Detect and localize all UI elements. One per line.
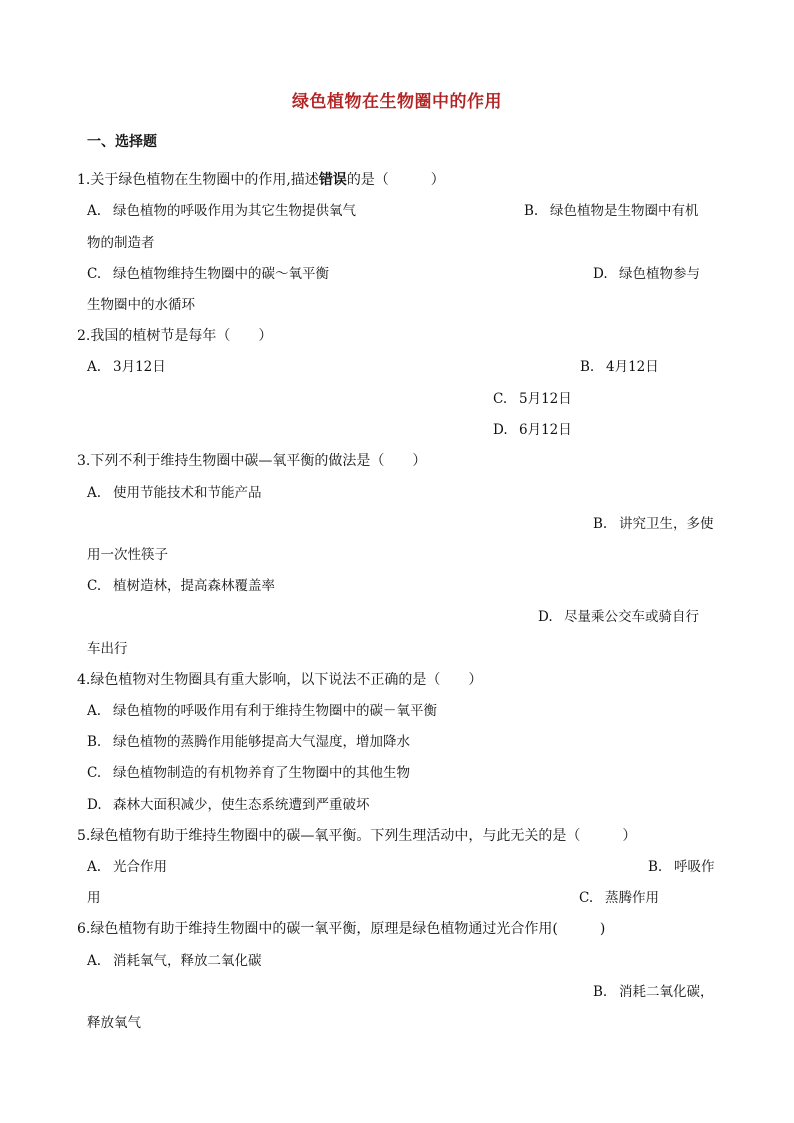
- option-letter: C.: [87, 266, 102, 282]
- option-letter: C.: [579, 890, 594, 906]
- option-letter: B.: [593, 516, 608, 532]
- question-1-option-a[interactable]: [87, 202, 356, 220]
- option-letter: D.: [87, 797, 102, 813]
- section-heading: 一、选择题: [87, 134, 157, 150]
- option-letter: B.: [648, 859, 663, 875]
- question-4-option-d[interactable]: [87, 796, 370, 814]
- question-1-stem-start: 1.关于绿色植物在生物圈中的作用,描述: [77, 172, 319, 188]
- option-text: 绿色植物维持生物圈中的碳～氧平衡: [113, 266, 329, 282]
- question-3-option-b-continued: 用一次性筷子: [87, 547, 168, 563]
- option-text: 绿色植物是生物圈中有机: [550, 203, 699, 219]
- question-1-stem: [77, 171, 445, 189]
- option-letter: B.: [593, 984, 608, 1000]
- option-text: 6月12日: [519, 422, 572, 438]
- question-4-option-b[interactable]: [87, 733, 410, 751]
- question-3-option-d[interactable]: [538, 608, 699, 626]
- question-1-option-b-continued: 物的制造者: [87, 235, 155, 251]
- question-3-option-d-continued: 车出行: [87, 641, 128, 657]
- question-4-stem: 4.绿色植物对生物圈具有重大影响，以下说法不正确的是（ ）: [77, 672, 483, 688]
- question-4-option-a[interactable]: [87, 702, 437, 720]
- option-text: 绿色植物的蒸腾作用能够提高大气湿度，增加降水: [113, 734, 410, 750]
- option-text: 植树造林，提高森林覆盖率: [113, 578, 275, 594]
- question-2-option-d[interactable]: [493, 421, 572, 439]
- option-letter: A.: [87, 703, 102, 719]
- question-6-option-a[interactable]: [87, 952, 262, 970]
- question-1-option-d-continued: 生物圈中的水循环: [87, 297, 195, 313]
- option-letter: A.: [87, 203, 102, 219]
- option-letter: B.: [580, 359, 595, 375]
- question-5-stem: 5.绿色植物有助于维持生物圈中的碳—氧平衡。下列生理活动中，与此无关的是（ ）: [77, 828, 637, 844]
- question-1-option-c[interactable]: [87, 265, 329, 283]
- option-text: 绿色植物的呼吸作用有利于维持生物圈中的碳－氧平衡: [113, 703, 437, 719]
- option-letter: C.: [87, 578, 102, 594]
- question-2-option-b[interactable]: [580, 358, 659, 376]
- option-letter: A.: [87, 485, 102, 501]
- question-2-option-a[interactable]: [87, 358, 166, 376]
- option-letter: C.: [493, 391, 508, 407]
- question-6-option-b[interactable]: [593, 983, 714, 1001]
- option-letter: A.: [87, 859, 102, 875]
- question-5-option-c[interactable]: [579, 889, 659, 907]
- option-letter: A.: [87, 359, 102, 375]
- question-3-stem: 3.下列不利于维持生物圈中碳—氧平衡的做法是（ ）: [77, 453, 427, 469]
- option-text: 光合作用: [113, 859, 167, 875]
- option-letter: B.: [87, 734, 102, 750]
- question-3-option-b[interactable]: [593, 515, 714, 533]
- question-3-option-c[interactable]: [87, 577, 275, 595]
- question-5-option-b-continued: 用: [87, 890, 101, 906]
- question-5-option-b[interactable]: [648, 858, 715, 876]
- option-letter: D.: [493, 422, 508, 438]
- question-1-emphasis: 错误: [318, 172, 347, 188]
- question-6-stem: 6.绿色植物有助于维持生物圈中的碳一氧平衡，原理是绿色植物通过光合作用( ): [77, 921, 606, 937]
- option-letter: A.: [87, 953, 102, 969]
- question-1-option-d[interactable]: [593, 265, 700, 283]
- option-letter: C.: [87, 765, 102, 781]
- option-text: 绿色植物的呼吸作用为其它生物提供氧气: [113, 203, 356, 219]
- question-4-option-c[interactable]: [87, 764, 410, 782]
- option-text: 3月12日: [113, 359, 166, 375]
- option-text: 4月12日: [606, 359, 659, 375]
- option-text: 讲究卫生，多使: [619, 516, 714, 532]
- question-6-option-b-continued: 释放氧气: [87, 1015, 141, 1031]
- option-text: 消耗氧气，释放二氧化碳: [113, 953, 262, 969]
- option-letter: D.: [593, 266, 608, 282]
- question-5-option-a[interactable]: [87, 858, 167, 876]
- question-2-stem: 2.我国的植树节是每年（ ）: [77, 328, 273, 344]
- option-text: 5月12日: [519, 391, 572, 407]
- option-letter: B.: [524, 203, 539, 219]
- option-text: 消耗二氧化碳，: [619, 984, 714, 1000]
- option-letter: D.: [538, 609, 553, 625]
- option-text: 呼吸作: [674, 859, 715, 875]
- question-3-option-a[interactable]: [87, 484, 262, 502]
- option-text: 绿色植物参与: [619, 266, 700, 282]
- option-text: 使用节能技术和节能产品: [113, 485, 262, 501]
- option-text: 蒸腾作用: [605, 890, 659, 906]
- option-text: 森林大面积减少，使生态系统遭到严重破坏: [113, 797, 370, 813]
- document-title: 绿色植物在生物圈中的作用: [292, 92, 502, 112]
- option-text: 尽量乘公交车或骑自行: [564, 609, 699, 625]
- option-text: 绿色植物制造的有机物养育了生物圈中的其他生物: [113, 765, 410, 781]
- question-2-option-c[interactable]: [493, 390, 572, 408]
- question-1-stem-end: 的是（ ）: [346, 172, 445, 188]
- question-1-option-b[interactable]: [524, 202, 699, 220]
